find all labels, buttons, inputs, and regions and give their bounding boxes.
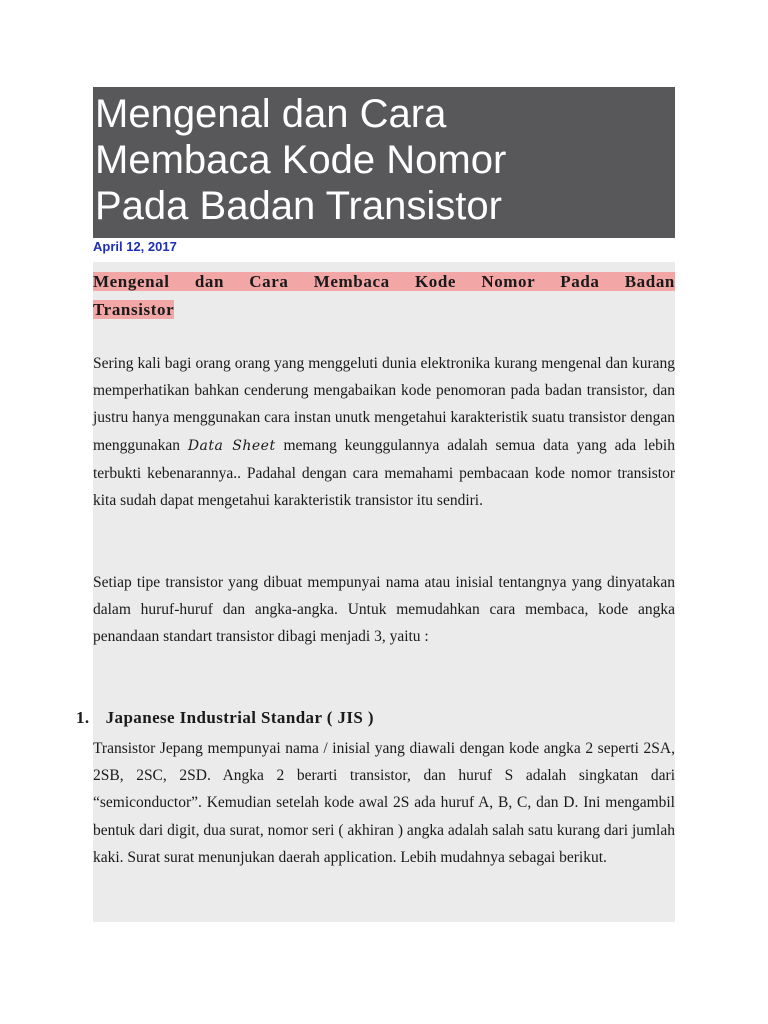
subheading-line-1: Mengenal dan Cara Membaca Kode Nomor Pada Badan xyxy=(93,272,675,291)
paragraph-intro-continued: memang keunggulannya adalah semua data yang ada lebih terbukti kebenarannya.. Padahal dengan cara memahami pembacaan kode nomor transistor kita sudah dapat mengetahui karakteristik transistor itu sendiri. xyxy=(93,436,675,510)
list-heading-jis xyxy=(76,708,374,728)
post-title-line: Pada Badan Transistor xyxy=(95,184,502,228)
post-title xyxy=(95,91,675,229)
post-title-line: Mengenal dan Cara xyxy=(95,92,447,136)
paragraph-intro-text: Sering kali bagi orang orang yang menggeluti dunia elektronika kurang mengenal dan kurang memperhatikan bahkan cenderung mengabaikan kode penomoran pada badan transistor, dan justru hanya menggunakan cara instan unutk mengetahui karakteristik suatu transistor dengan menggunakan xyxy=(93,355,675,454)
paragraph-intro xyxy=(93,350,675,514)
paragraph-jis: Transistor Jepang mempunyai nama / inisial yang diawali dengan kode angka 2 seperti 2SA, 2SB, 2SC, 2SD. Angka 2 berarti transistor, dan huruf S adalah singkatan dari “semiconductor”. Kemudian setelah kode awal 2S ada huruf A, B, C, dan D. Ini mengambil bentuk dari digit, dua surat, nomor seri ( akhiran ) angka adalah salah satu kurang dari jumlah kaki. Surat surat menunjukan daerah application. Lebih mudahnya sebagai berikut. xyxy=(93,740,675,866)
subheading-continued xyxy=(93,296,174,324)
post-date: April 12, 2017 xyxy=(93,239,177,254)
paragraph-types: Setiap tipe transistor yang dibuat mempunyai nama atau inisial tentangnya yang dinyatakan dalam huruf-huruf dan angka-angka. Untuk memudahkan cara membaca, kode angka penandaan standart transistor dibagi menjadi 3, yaitu : xyxy=(93,574,675,646)
title-block xyxy=(93,87,675,238)
list-heading-text: Japanese Industrial Standar ( JIS ) xyxy=(105,708,374,727)
post-title-line: Membaca Kode Nomor xyxy=(95,138,507,182)
subheading xyxy=(93,268,675,296)
data-sheet-term: Data Sheet xyxy=(187,437,276,454)
list-number: 1. xyxy=(76,708,90,727)
subheading-line-2: Transistor xyxy=(93,300,175,319)
